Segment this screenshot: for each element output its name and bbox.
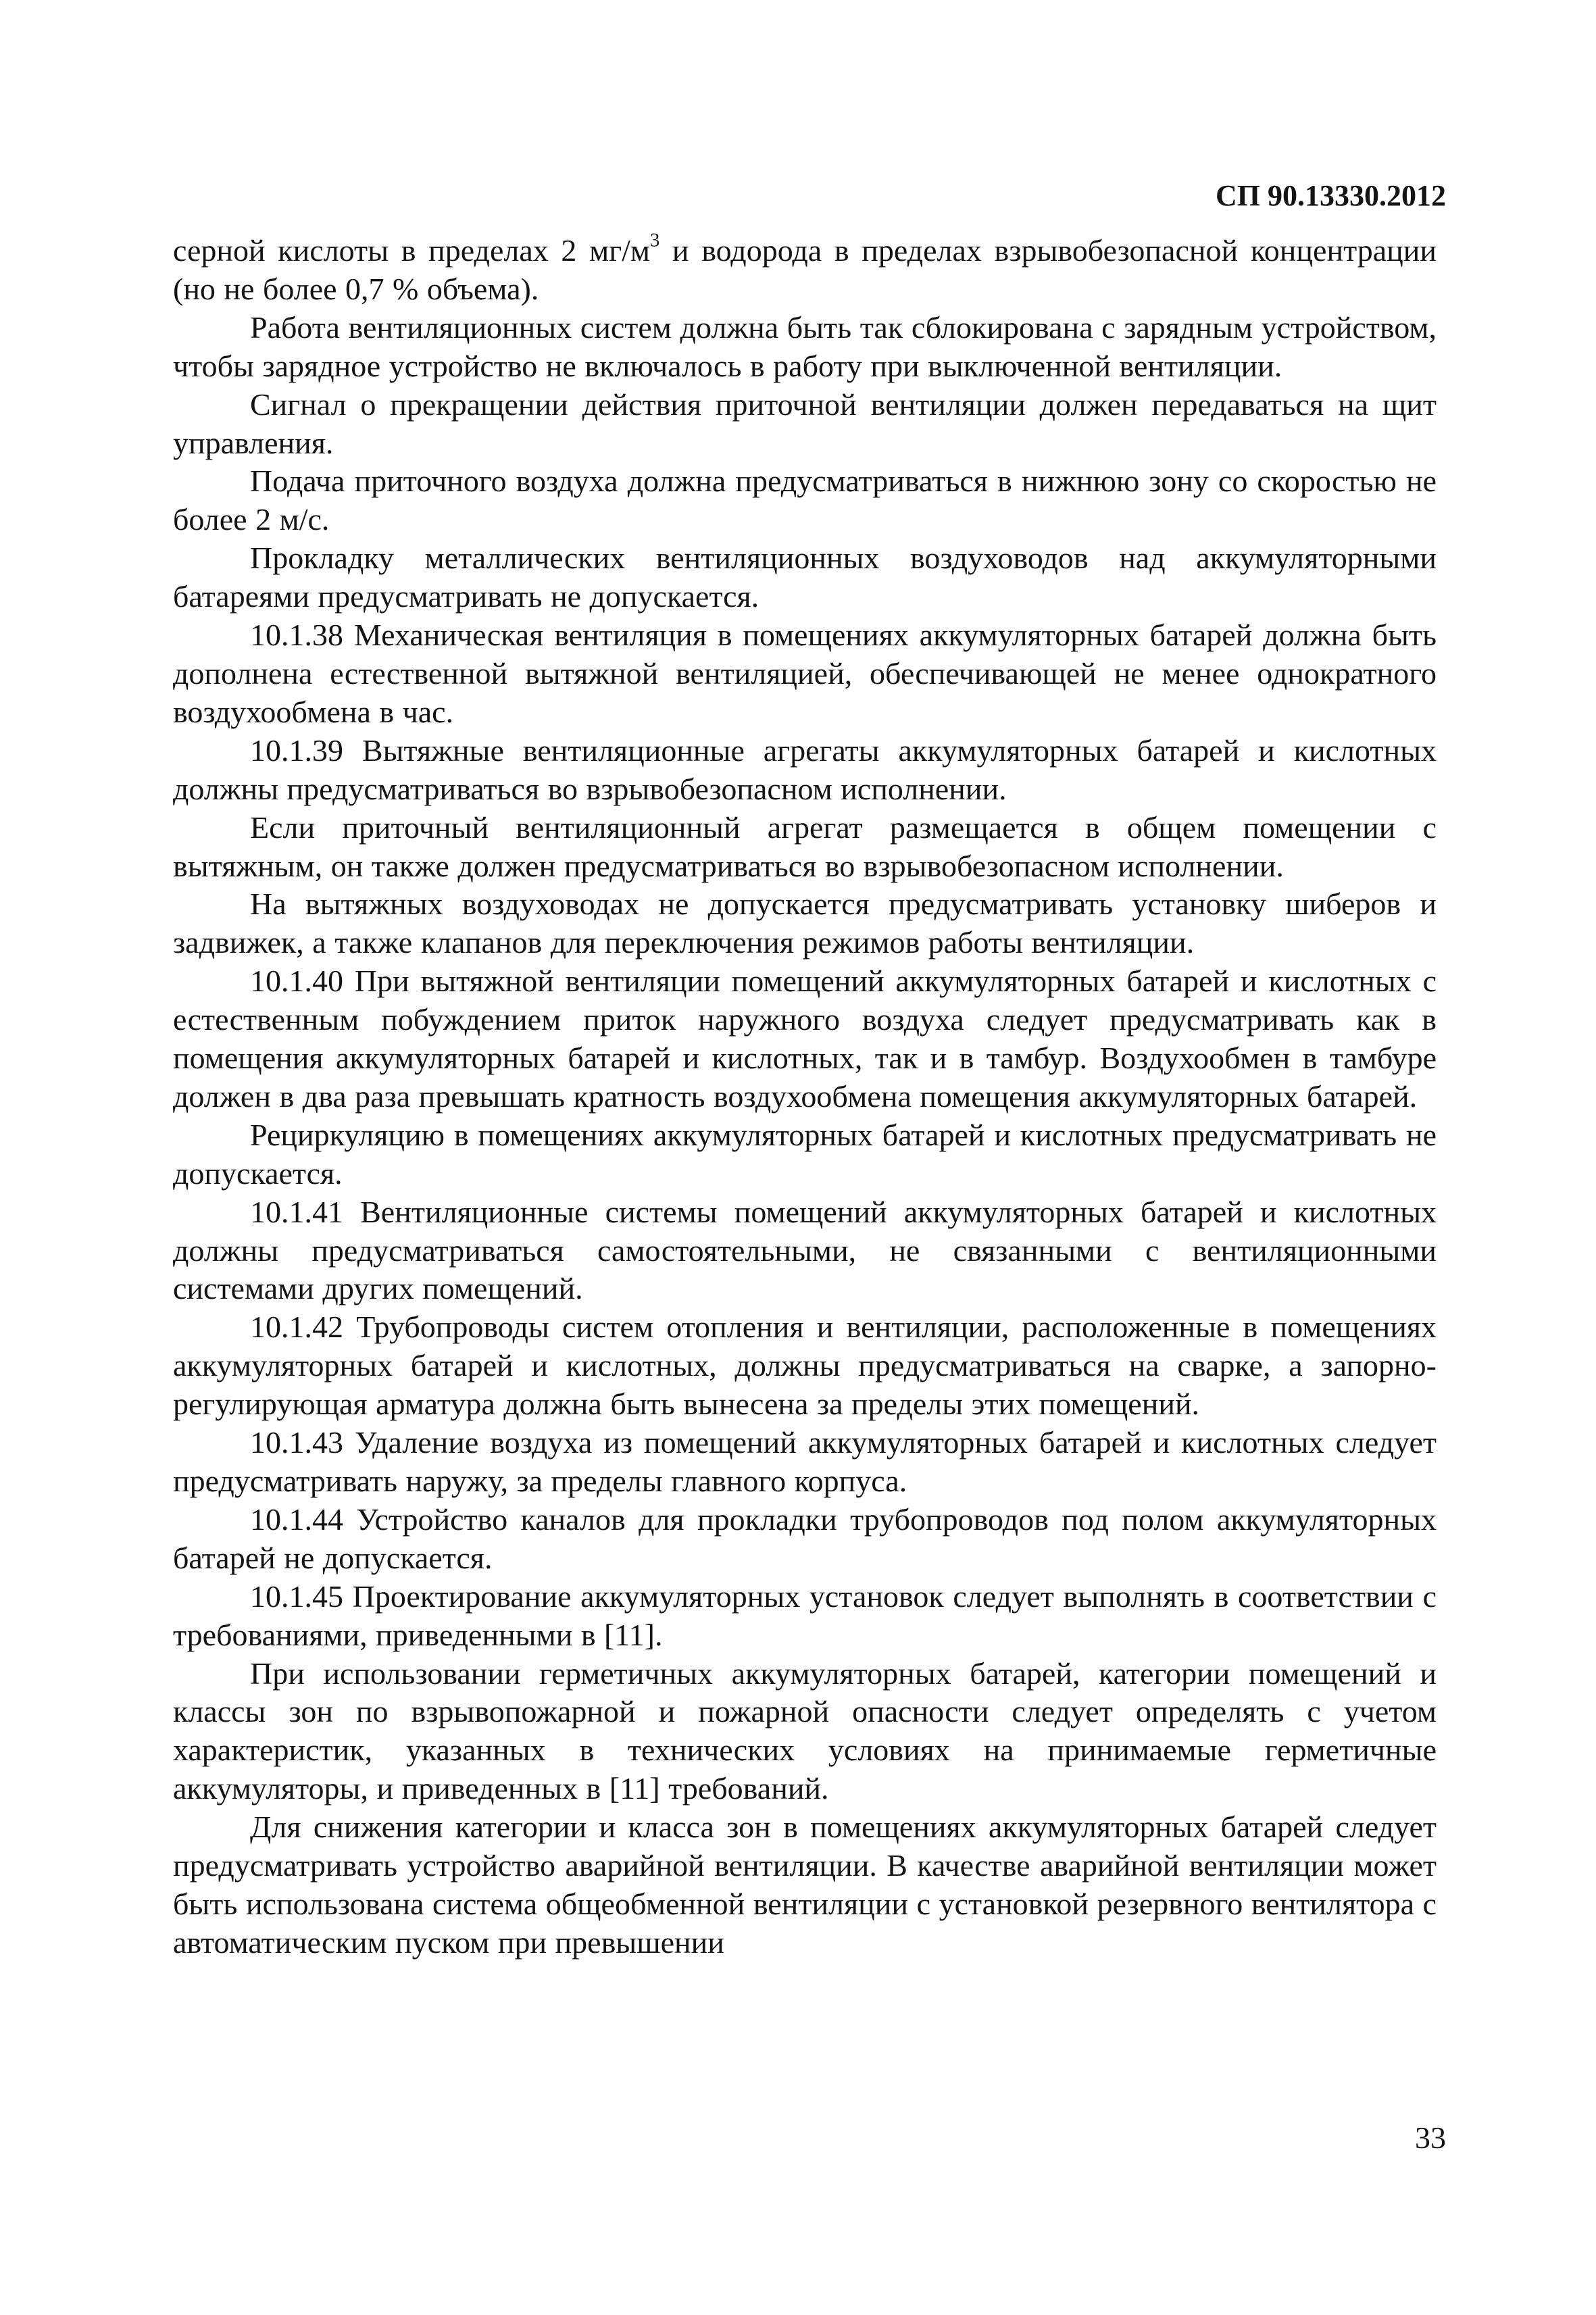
paragraph-text-start: серной кислоты в пределах 2 мг/м xyxy=(173,233,650,268)
paragraph: При использовании герметичных аккумуляторных батарей, категории помещений и классы зон по взрывопожарной и пожарной опасности следует определять с учетом характеристик, указанных в технических условиях на принимаемые герметичные аккумуляторы, и приведенных в [11] требований. xyxy=(173,1656,1437,1806)
paragraph: Рециркуляцию в помещениях аккумуляторных батарей и кислотных предусматривать не допускается. xyxy=(173,1117,1437,1191)
page-number: 33 xyxy=(1415,2120,1446,2155)
superscript-exponent: 3 xyxy=(649,230,660,251)
clause-10-1-38: 10.1.38 Механическая вентиляция в помещениях аккумуляторных батарей должна быть дополнена естественной вытяжной вентиляцией, обеспечивающей не менее однократного воздухообмена в час. xyxy=(173,618,1437,729)
paragraph-continuation xyxy=(173,232,1437,309)
paragraph: Прокладку металлических вентиляционных воздуховодов над аккумуляторными батареями предусматривать не допускается. xyxy=(173,541,1437,614)
paragraph: Подача приточного воздуха должна предусматриваться в нижнюю зону со скоростью не более 2 м/с. xyxy=(173,464,1437,537)
paragraph: Для снижения категории и класса зон в помещениях аккумуляторных батарей следует предусматривать устройство аварийной вентиляции. В качестве аварийной вентиляции может быть использована система общеобменной вентиляции с установкой резервного вентилятора с автоматическим пуском при превышении xyxy=(173,1810,1437,1960)
clause-10-1-44: 10.1.44 Устройство каналов для прокладки трубопроводов под полом аккумуляторных батарей не допускается. xyxy=(173,1501,1437,1575)
clause-10-1-42: 10.1.42 Трубопроводы систем отопления и вентиляции, расположенные в помещениях аккумуляторных батарей и кислотных, должны предусматриваться на сварке, а запорно-регулирующая арматура должна быть вынесена за пределы этих помещений. xyxy=(173,1310,1437,1422)
paragraph: На вытяжных воздуховодах не допускается предусматривать установку шиберов и задвижек, а также клапанов для переключения режимов работы вентиляции. xyxy=(173,887,1437,960)
paragraph: Сигнал о прекращении действия приточной вентиляции должен передаваться на щит управления. xyxy=(173,387,1437,460)
document-code-header: СП 90.13330.2012 xyxy=(1216,179,1446,212)
clause-10-1-41: 10.1.41 Вентиляционные системы помещений аккумуляторных батарей и кислотных должны предусматриваться самостоятельными, не связанными с вентиляционными системами других помещений. xyxy=(173,1194,1437,1306)
document-body xyxy=(173,232,1437,1962)
paragraph: Если приточный вентиляционный агрегат размещается в общем помещении с вытяжным, он также должен предусматриваться во взрывобезопасном исполнении. xyxy=(173,810,1437,883)
paragraph: Работа вентиляционных систем должна быть так сблокирована с зарядным устройством, чтобы зарядное устройство не включалось в работу при выключенной вентиляции. xyxy=(173,309,1437,383)
paragraph-text-end: и водорода в пределах взрывобезопасной концентрации (но не более 0,7 % объема). xyxy=(173,233,1437,306)
clause-10-1-40: 10.1.40 При вытяжной вентиляции помещений аккумуляторных батарей и кислотных с естественным побуждением приток наружного воздуха следует предусматривать как в помещения аккумуляторных батарей и кислотных, так и в тамбур. Воздухообмен в тамбуре должен в два раза превышать кратность воздухообмена помещения аккумуляторных батарей. xyxy=(173,964,1437,1114)
clause-10-1-39: 10.1.39 Вытяжные вентиляционные агрегаты аккумуляторных батарей и кислотных должны предусматриваться во взрывобезопасном исполнении. xyxy=(173,732,1437,806)
clause-10-1-43: 10.1.43 Удаление воздуха из помещений аккумуляторных батарей и кислотных следует предусматривать наружу, за пределы главного корпуса. xyxy=(173,1425,1437,1498)
clause-10-1-45: 10.1.45 Проектирование аккумуляторных установок следует выполнять в соответствии с требованиями, приведенными в [11]. xyxy=(173,1578,1437,1652)
